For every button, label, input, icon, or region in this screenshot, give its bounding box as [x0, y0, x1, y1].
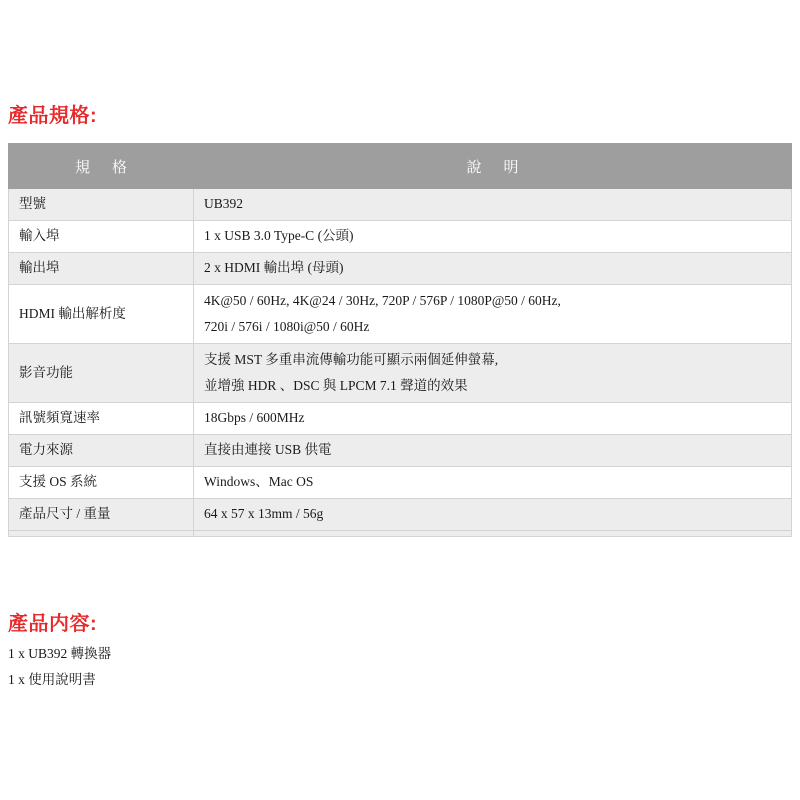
spec-value-line: 直接由連接 USB 供電 [204, 442, 332, 458]
spec-value-line: 2 x HDMI 輸出埠 (母頭) [204, 260, 344, 276]
spec-value-line: UB392 [204, 196, 244, 212]
spec-row-label: 電力來源 [9, 435, 194, 467]
desc-header-label-part2: 明 [503, 159, 519, 176]
spec-header-label-part1: 規 [74, 159, 90, 176]
table-row [9, 221, 792, 253]
spec-row-label: 型號 [9, 189, 194, 221]
spec-value-line: 並增強 HDR 、DSC 與 LPCM 7.1 聲道的效果 [204, 377, 468, 393]
spec-row-label: 輸出埠 [9, 253, 194, 285]
spec-value-line: 720i / 576i / 1080i@50 / 60Hz [204, 318, 370, 334]
package-content-list [8, 641, 111, 694]
table-row [9, 403, 792, 435]
content-section-title: 產品内容: [8, 613, 98, 635]
spec-row-label: 輸入埠 [9, 221, 194, 253]
spec-header-cell-spec [9, 144, 194, 189]
spec-row-value [194, 499, 792, 531]
spec-row-value [194, 285, 792, 344]
spec-value-line: 4K@50 / 60Hz, 4K@24 / 30Hz, 720P / 576P / 1080P@50 / 60Hz, [204, 292, 561, 308]
spec-row-label: 支援 OS 系統 [9, 467, 194, 499]
spec-row-value [194, 189, 792, 221]
list-item: 1 x UB392 轉換器 [8, 646, 112, 661]
spec-row-value [194, 221, 792, 253]
spec-table-head [9, 144, 792, 189]
table-row [9, 253, 792, 285]
spec-row-value [194, 467, 792, 499]
table-row [9, 285, 792, 344]
table-row [9, 189, 792, 221]
spec-row-value [194, 403, 792, 435]
spec-header-cell-description [194, 144, 792, 189]
spec-value-line: 支援 MST 多重串流傳輸功能可顯示兩個延伸螢幕, [204, 351, 499, 367]
table-row [9, 467, 792, 499]
table-row [9, 499, 792, 531]
spec-row-value [194, 253, 792, 285]
desc-header-label-part1: 說 [466, 159, 482, 176]
spacer-cell-left [9, 531, 194, 537]
spec-row-value [194, 344, 792, 403]
spec-section-title: 產品規格: [8, 105, 98, 127]
specification-table [8, 143, 792, 537]
table-bottom-spacer [9, 531, 792, 537]
spec-header-label-part2: 格 [112, 159, 128, 176]
spec-value-line: 1 x USB 3.0 Type-C (公頭) [204, 228, 354, 244]
spec-row-value [194, 435, 792, 467]
spec-table-body [9, 189, 792, 537]
spec-row-label: 影音功能 [9, 344, 194, 403]
spec-value-line: 18Gbps / 600MHz [204, 410, 305, 426]
table-row [9, 344, 792, 403]
spec-row-label: 訊號頻寬速率 [9, 403, 194, 435]
spec-value-line: 64 x 57 x 13mm / 56g [204, 506, 324, 522]
spec-row-label: 產品尺寸 / 重量 [9, 499, 194, 531]
spec-row-label: HDMI 輸出解析度 [9, 285, 194, 344]
list-item: 1 x 使用說明書 [8, 672, 96, 688]
spec-value-line: Windows、Mac OS [204, 474, 314, 490]
spacer-cell-right [194, 531, 792, 537]
table-row [9, 435, 792, 467]
spec-table-header-row [9, 144, 792, 189]
